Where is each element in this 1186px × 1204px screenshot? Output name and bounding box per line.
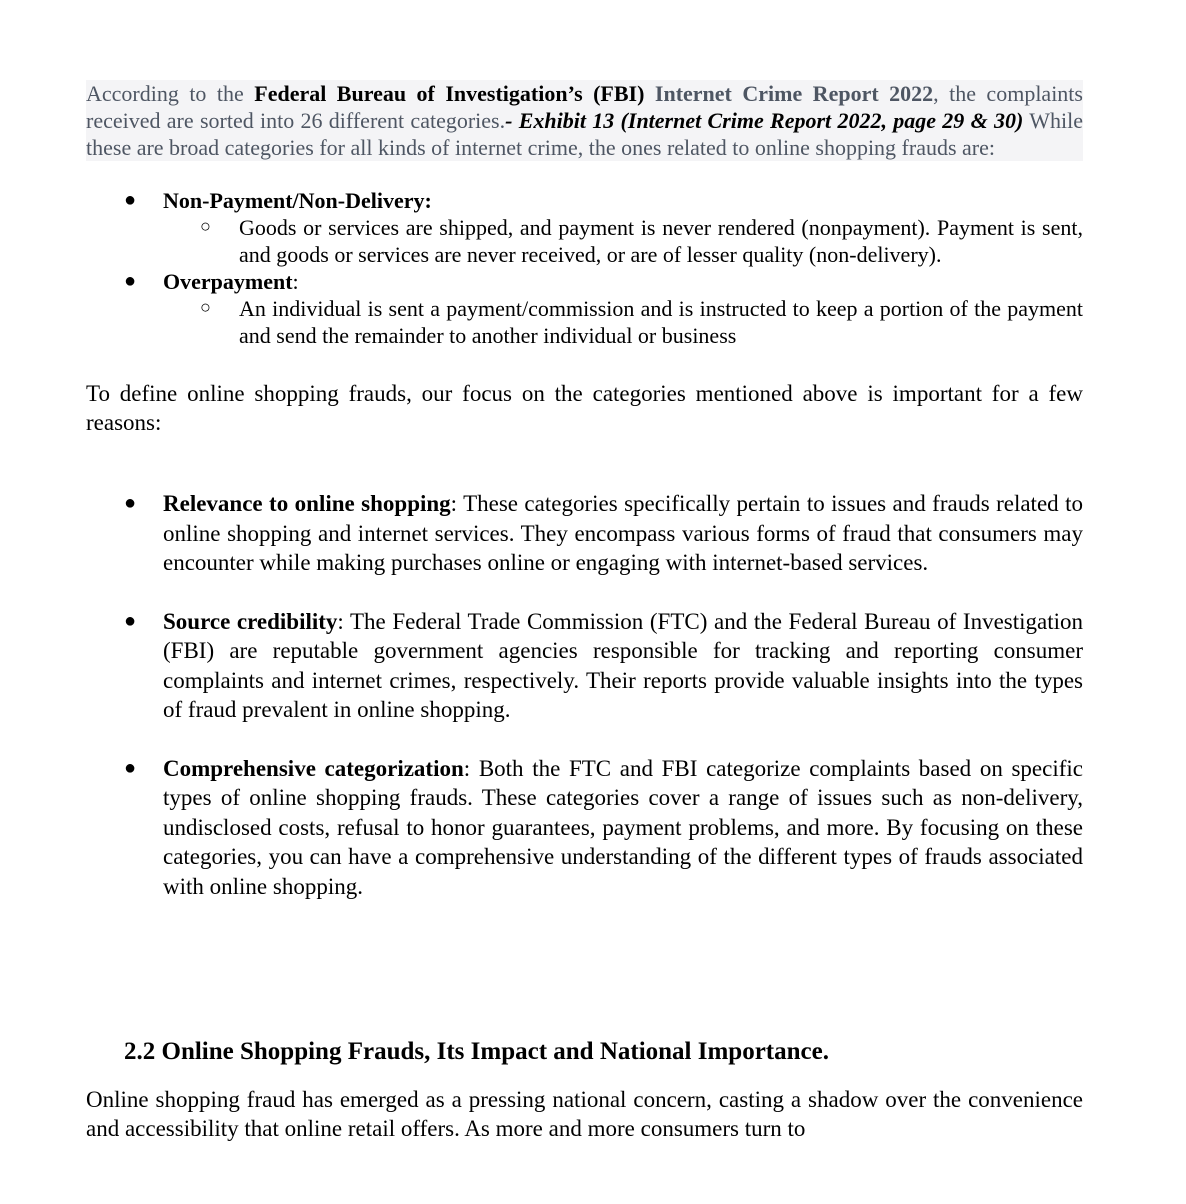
reason-title: Relevance to online shopping — [163, 491, 451, 516]
category-item — [86, 187, 1083, 214]
category-title: Overpayment — [163, 269, 293, 294]
category-item — [86, 268, 1083, 295]
category-detail-text: Goods or services are shipped, and payment is never rendered (nonpayment). Payment is sent, and goods or services are never received, or are of lesser quality (non-delivery). — [239, 215, 1083, 267]
organization-name: Federal Bureau of Investigation’s (FBI) — [254, 81, 645, 106]
bullet-icon: ● — [124, 492, 137, 514]
category-detail — [86, 295, 1083, 349]
hollow-bullet-icon: ○ — [200, 297, 211, 317]
reason-list — [86, 489, 1083, 901]
category-detail — [86, 214, 1083, 268]
section-paragraph: Online shopping fraud has emerged as a pressing national concern, casting a shadow over the convenience and accessibility that online retail offers. As more and more consumers turn to — [86, 1087, 1083, 1141]
intro-text-3: , the complaints received are sorted into 26 different categories. — [86, 81, 1083, 133]
reason-text: : Both the FTC and FBI categorize complaints based on specific types of online shopping frauds. These categories cover a range of issues such as non-delivery, undisclosed costs, refusal to honor guarantees, payment problems, and more. By focusing on these categories, you can have a comprehensive understanding of the different types of frauds associated with online shopping. — [163, 755, 1083, 899]
reason-item — [86, 607, 1083, 725]
reason-title: Source credibility — [163, 608, 338, 634]
intro-text-4: While these are broad categories for all kinds of internet crime, the ones related to online shopping frauds are: — [86, 108, 1083, 160]
bullet-icon: ● — [124, 609, 137, 632]
reason-item — [86, 489, 1083, 578]
category-detail-text: An individual is sent a payment/commission and is instructed to keep a portion of the payment and send the remainder to another individual or business — [239, 296, 1083, 348]
intro-text-2 — [644, 81, 654, 106]
category-title: Non-Payment/Non-Delivery: — [163, 188, 432, 213]
reason-title: Comprehensive categorization — [163, 755, 464, 781]
category-title-suffix: : — [292, 269, 299, 294]
define-paragraph: To define online shopping frauds, our focus on the categories mentioned above is important for a few reasons: — [86, 381, 1083, 435]
intro-text-1: According to the — [86, 81, 255, 106]
report-name: Internet Crime Report 2022 — [654, 81, 934, 106]
intro-paragraph — [86, 80, 1083, 161]
bullet-icon: ● — [124, 189, 137, 211]
bullet-icon: ● — [124, 270, 137, 292]
hollow-bullet-icon: ○ — [200, 216, 211, 236]
category-list — [86, 187, 1083, 349]
reason-text: : The Federal Trade Commission (FTC) and the Federal Bureau of Investigation (FBI) are reputable government agencies responsible for tracking and reporting consumer complaints and internet crimes, respectively. Their reports provide valuable insights into the types of fraud prevalent in online shopping. — [163, 608, 1083, 722]
document-page — [86, 80, 1083, 1143]
reason-item — [86, 754, 1083, 902]
section-heading: 2.2 Online Shopping Frauds, Its Impact and National Importance. — [124, 1038, 829, 1065]
exhibit-reference: - Exhibit 13 (Internet Crime Report 2022, page 29 & 30) — [505, 108, 1024, 133]
reason-text: : These categories specifically pertain to issues and frauds related to online shopping and internet services. They encompass various forms of fraud that consumers may encounter while making purchases online or engaging with internet-based services. — [163, 491, 1083, 575]
bullet-icon: ● — [124, 756, 137, 779]
